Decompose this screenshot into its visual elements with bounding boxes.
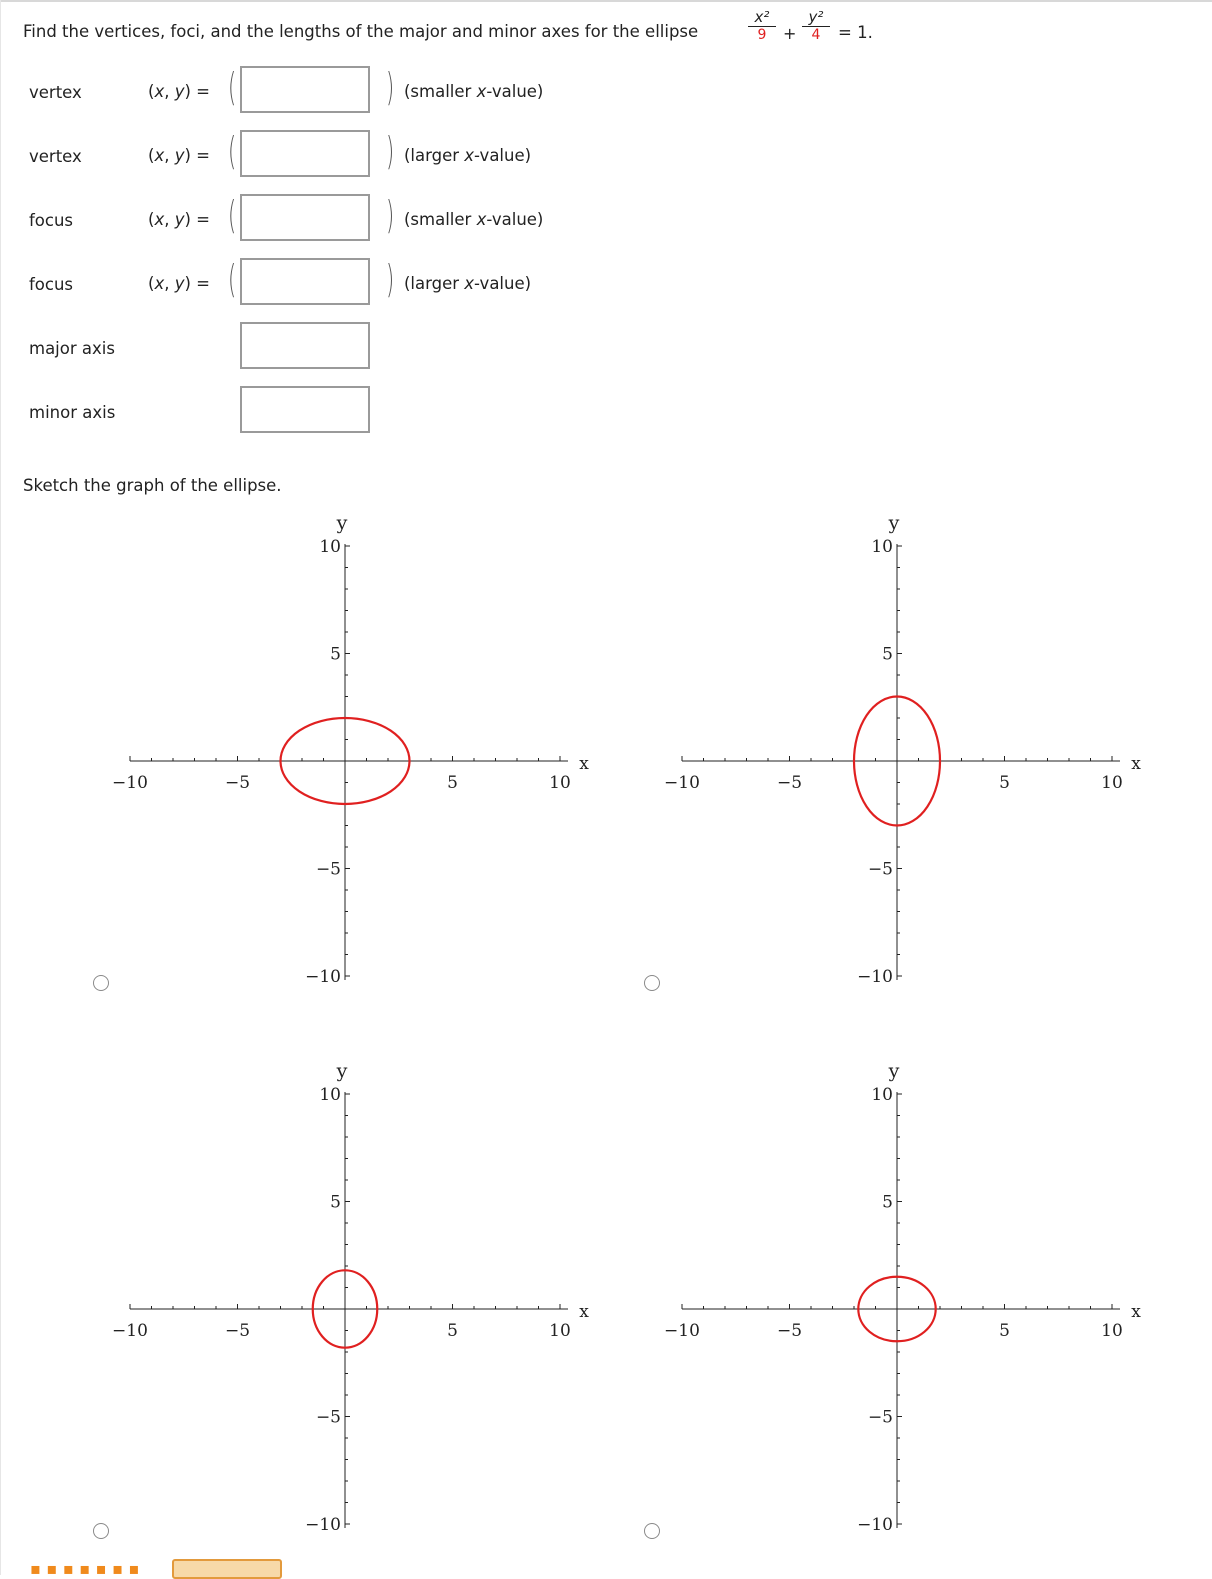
close-paren: ) [386, 257, 395, 301]
plus-sign: + [783, 24, 797, 43]
x-tick-label: −10 [664, 773, 700, 793]
x-tick-label: −5 [776, 1321, 803, 1341]
y-tick-label: 10 [319, 1085, 341, 1105]
open-paren: ( [228, 193, 237, 237]
close-paren: ) [386, 193, 395, 237]
y-tick-label: −10 [857, 1515, 893, 1535]
focus-larger-input[interactable] [240, 258, 370, 305]
minor-axis-input[interactable] [240, 386, 370, 433]
x-tick-label: 10 [549, 1321, 571, 1341]
y-axis-label: y [888, 512, 900, 534]
xy-equals-label: (x, y) = [148, 210, 210, 229]
x-tick-label: 5 [447, 773, 458, 793]
x-tick-label: −10 [664, 1321, 700, 1341]
row-hint: (larger x-value) [404, 274, 532, 293]
focus-smaller-input[interactable] [240, 194, 370, 241]
vertex-larger-input[interactable] [240, 130, 370, 177]
fraction-y-squared-over-4 [802, 10, 830, 42]
y-tick-label: −10 [305, 1515, 341, 1535]
graph-option-3 [100, 1048, 600, 1548]
open-paren: ( [228, 65, 237, 109]
x-axis-label: x [1131, 1302, 1141, 1322]
x-tick-label: −10 [112, 773, 148, 793]
x-tick-label: −5 [776, 773, 803, 793]
row-hint: (smaller x-value) [404, 210, 544, 229]
x-tick-label: 5 [447, 1321, 458, 1341]
y-axis-label: y [336, 512, 348, 534]
y-tick-label: −10 [305, 967, 341, 987]
row-label: vertex [29, 147, 82, 166]
y-tick-label: −5 [867, 859, 893, 880]
fraction-numerator: x² [754, 8, 770, 26]
graph-option-2 [652, 500, 1152, 1000]
y-tick-label: −10 [857, 967, 893, 987]
row-hint: (smaller x-value) [404, 82, 544, 101]
fraction-x-squared-over-9 [748, 10, 776, 42]
answer-row-major-axis [0, 322, 700, 372]
bottom-toolbar-partial: ▪ ▪ ▪ ▪ ▪ ▪ ▪ [30, 1559, 140, 1575]
row-label: vertex [29, 83, 82, 102]
x-tick-label: 10 [1101, 1321, 1123, 1341]
answer-row-focus-2 [0, 258, 700, 308]
x-tick-label: −5 [224, 773, 251, 793]
fraction-denominator: 9 [757, 27, 767, 43]
y-tick-label: 5 [330, 1192, 341, 1213]
x-tick-label: 5 [999, 1321, 1010, 1341]
answer-row-focus-1 [0, 194, 700, 244]
x-axis-label: x [579, 754, 589, 774]
y-tick-label: 5 [330, 644, 341, 665]
y-tick-label: 5 [882, 644, 893, 665]
close-paren: ) [386, 129, 395, 173]
y-axis-label: y [888, 1060, 900, 1082]
row-label: minor axis [29, 403, 116, 422]
vertex-smaller-input[interactable] [240, 66, 370, 113]
y-tick-label: −5 [867, 1407, 893, 1428]
row-hint: (larger x-value) [404, 146, 532, 165]
x-axis-label: x [579, 1302, 589, 1322]
y-tick-label: 10 [871, 537, 893, 557]
answer-row-vertex-1 [0, 66, 700, 116]
question-text: Find the vertices, foci, and the lengths of the major and minor axes for the ellipse [23, 22, 699, 41]
y-axis-label: y [336, 1060, 348, 1082]
y-tick-label: 10 [871, 1085, 893, 1105]
xy-equals-label: (x, y) = [148, 274, 210, 293]
equals-one: = 1. [838, 23, 873, 42]
row-label: focus [29, 275, 74, 294]
row-label: major axis [29, 339, 115, 358]
x-tick-label: 5 [999, 773, 1010, 793]
open-paren: ( [228, 129, 237, 173]
graph-option-4 [652, 1048, 1152, 1548]
y-tick-label: 5 [882, 1192, 893, 1213]
xy-equals-label: (x, y) = [148, 146, 210, 165]
help-button[interactable] [172, 1559, 282, 1579]
graph-option-1 [100, 500, 600, 1000]
xy-equals-label: (x, y) = [148, 82, 210, 101]
page-top-border [0, 0, 1212, 2]
x-tick-label: 10 [549, 773, 571, 793]
close-paren: ) [386, 65, 395, 109]
x-axis-label: x [1131, 754, 1141, 774]
sketch-prompt: Sketch the graph of the ellipse. [23, 476, 282, 495]
fraction-denominator: 4 [811, 27, 821, 43]
x-tick-label: −10 [112, 1321, 148, 1341]
x-tick-label: 10 [1101, 773, 1123, 793]
fraction-numerator: y² [808, 8, 824, 26]
y-tick-label: −5 [315, 1407, 341, 1428]
y-tick-label: −5 [315, 859, 341, 880]
answer-row-vertex-2 [0, 130, 700, 180]
x-tick-label: −5 [224, 1321, 251, 1341]
answer-row-minor-axis [0, 386, 700, 436]
row-label: focus [29, 211, 74, 230]
major-axis-input[interactable] [240, 322, 370, 369]
y-tick-label: 10 [319, 537, 341, 557]
open-paren: ( [228, 257, 237, 301]
